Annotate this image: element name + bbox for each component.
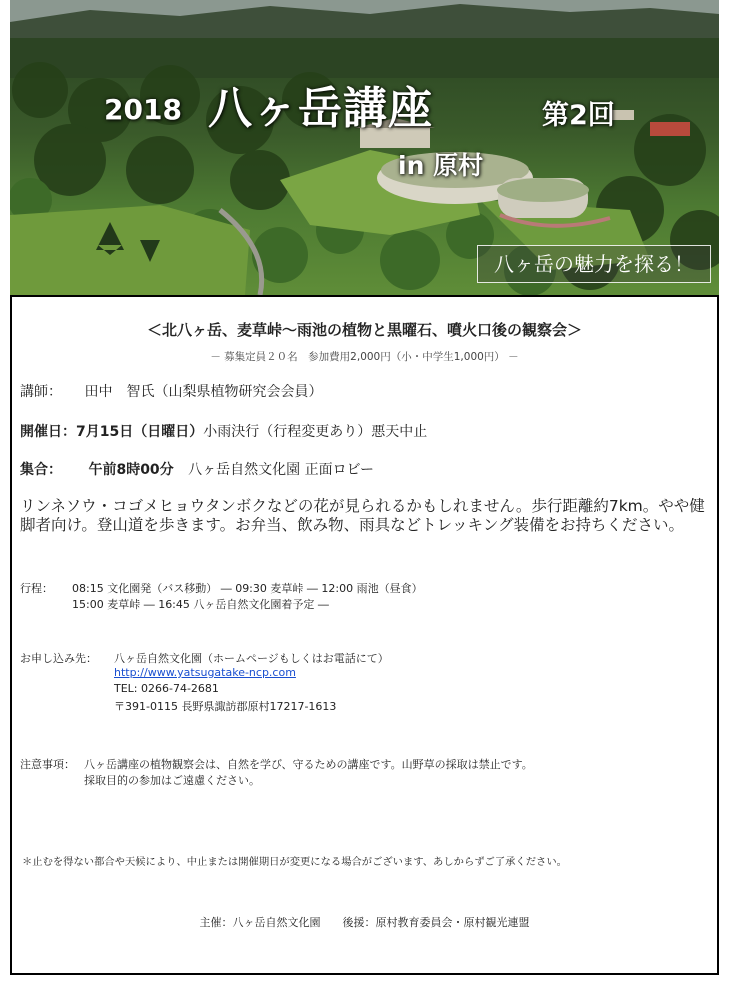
- lecturer-name: 田中 智氏（山梨県植物研究会会員）: [84, 384, 323, 400]
- organizer-info: 主催：八ヶ岳自然文化園 後援：原村教育委員会・原村観光連盟: [199, 916, 530, 929]
- hero-title: 八ヶ岳講座: [208, 83, 433, 134]
- apply-label: お申し込み先：: [20, 652, 97, 665]
- notice-label: 注意事項：: [20, 758, 75, 771]
- date-note: 小雨決行（行程変更あり）悪天中止: [203, 424, 428, 440]
- event-details-panel: [10, 295, 719, 975]
- date-row: [20, 421, 427, 441]
- meeting-place: 八ヶ岳自然文化園 正面ロビー: [188, 462, 375, 478]
- event-heading: ＜北八ヶ岳、麦草峠～雨池の植物と黒曜石、噴火口後の観察会＞: [146, 321, 582, 339]
- notice-line-1: 八ヶ岳講座の植物観察会は、自然を学び、守るための講座です。山野草の採取は禁止です。: [84, 758, 533, 771]
- disclaimer: ＊止むを得ない都合や天候により、中止または開催期日が変更になる場合がございます、あしからずご了承ください。: [22, 856, 567, 868]
- apply-tel: TEL: 0266-74-2681: [114, 682, 219, 695]
- hero-location: in 原村: [398, 151, 484, 180]
- apply-url-link[interactable]: http://www.yatsugatake-ncp.com: [114, 666, 296, 679]
- itinerary-line-2: 15:00 麦草峠 ― 16:45 八ヶ岳自然文化園着予定 ―: [72, 598, 329, 611]
- hero-year: 2018: [104, 93, 182, 126]
- notice-line-2: 採取目的の参加はご遠慮ください。: [84, 774, 260, 787]
- itinerary-line-1: 08:15 文化園発（バス移動） ― 09:30 麦草峠 ― 12:00 雨池（昼食）: [72, 582, 423, 595]
- event-message: リンネソウ・コゴメヒョウタンボクなどの花が見られるかもしれません。歩行距離約7km。やや健脚者向け。登山道を歩きます。お弁当、飲み物、雨具などトレッキング装備をお持ちください。: [20, 497, 705, 534]
- date-label: 開催日：: [20, 424, 76, 440]
- meeting-time: 午前8時00分: [88, 462, 174, 478]
- hero-session: 第2回: [542, 100, 615, 131]
- recruitment-info: － 募集定員２０名 参加費用2,000円（小・中学生1,000円） －: [210, 351, 519, 363]
- event-date: 7月15日（日曜日）: [76, 424, 204, 440]
- itinerary-label: 行程：: [20, 582, 53, 595]
- apply-address: 〒391-0115 長野県諏訪郡原村17217-1613: [114, 700, 337, 713]
- apply-organization: 八ヶ岳自然文化園（ホームページもしくはお電話にて）: [114, 652, 389, 665]
- meeting-label: 集合：: [20, 462, 62, 478]
- hero-photo: [10, 0, 719, 295]
- lecturer-row: [20, 381, 322, 401]
- lecturer-label: 講師：: [20, 384, 62, 400]
- hero-tagline: 八ヶ岳の魅力を探る！: [477, 245, 711, 283]
- meeting-row: [20, 459, 374, 479]
